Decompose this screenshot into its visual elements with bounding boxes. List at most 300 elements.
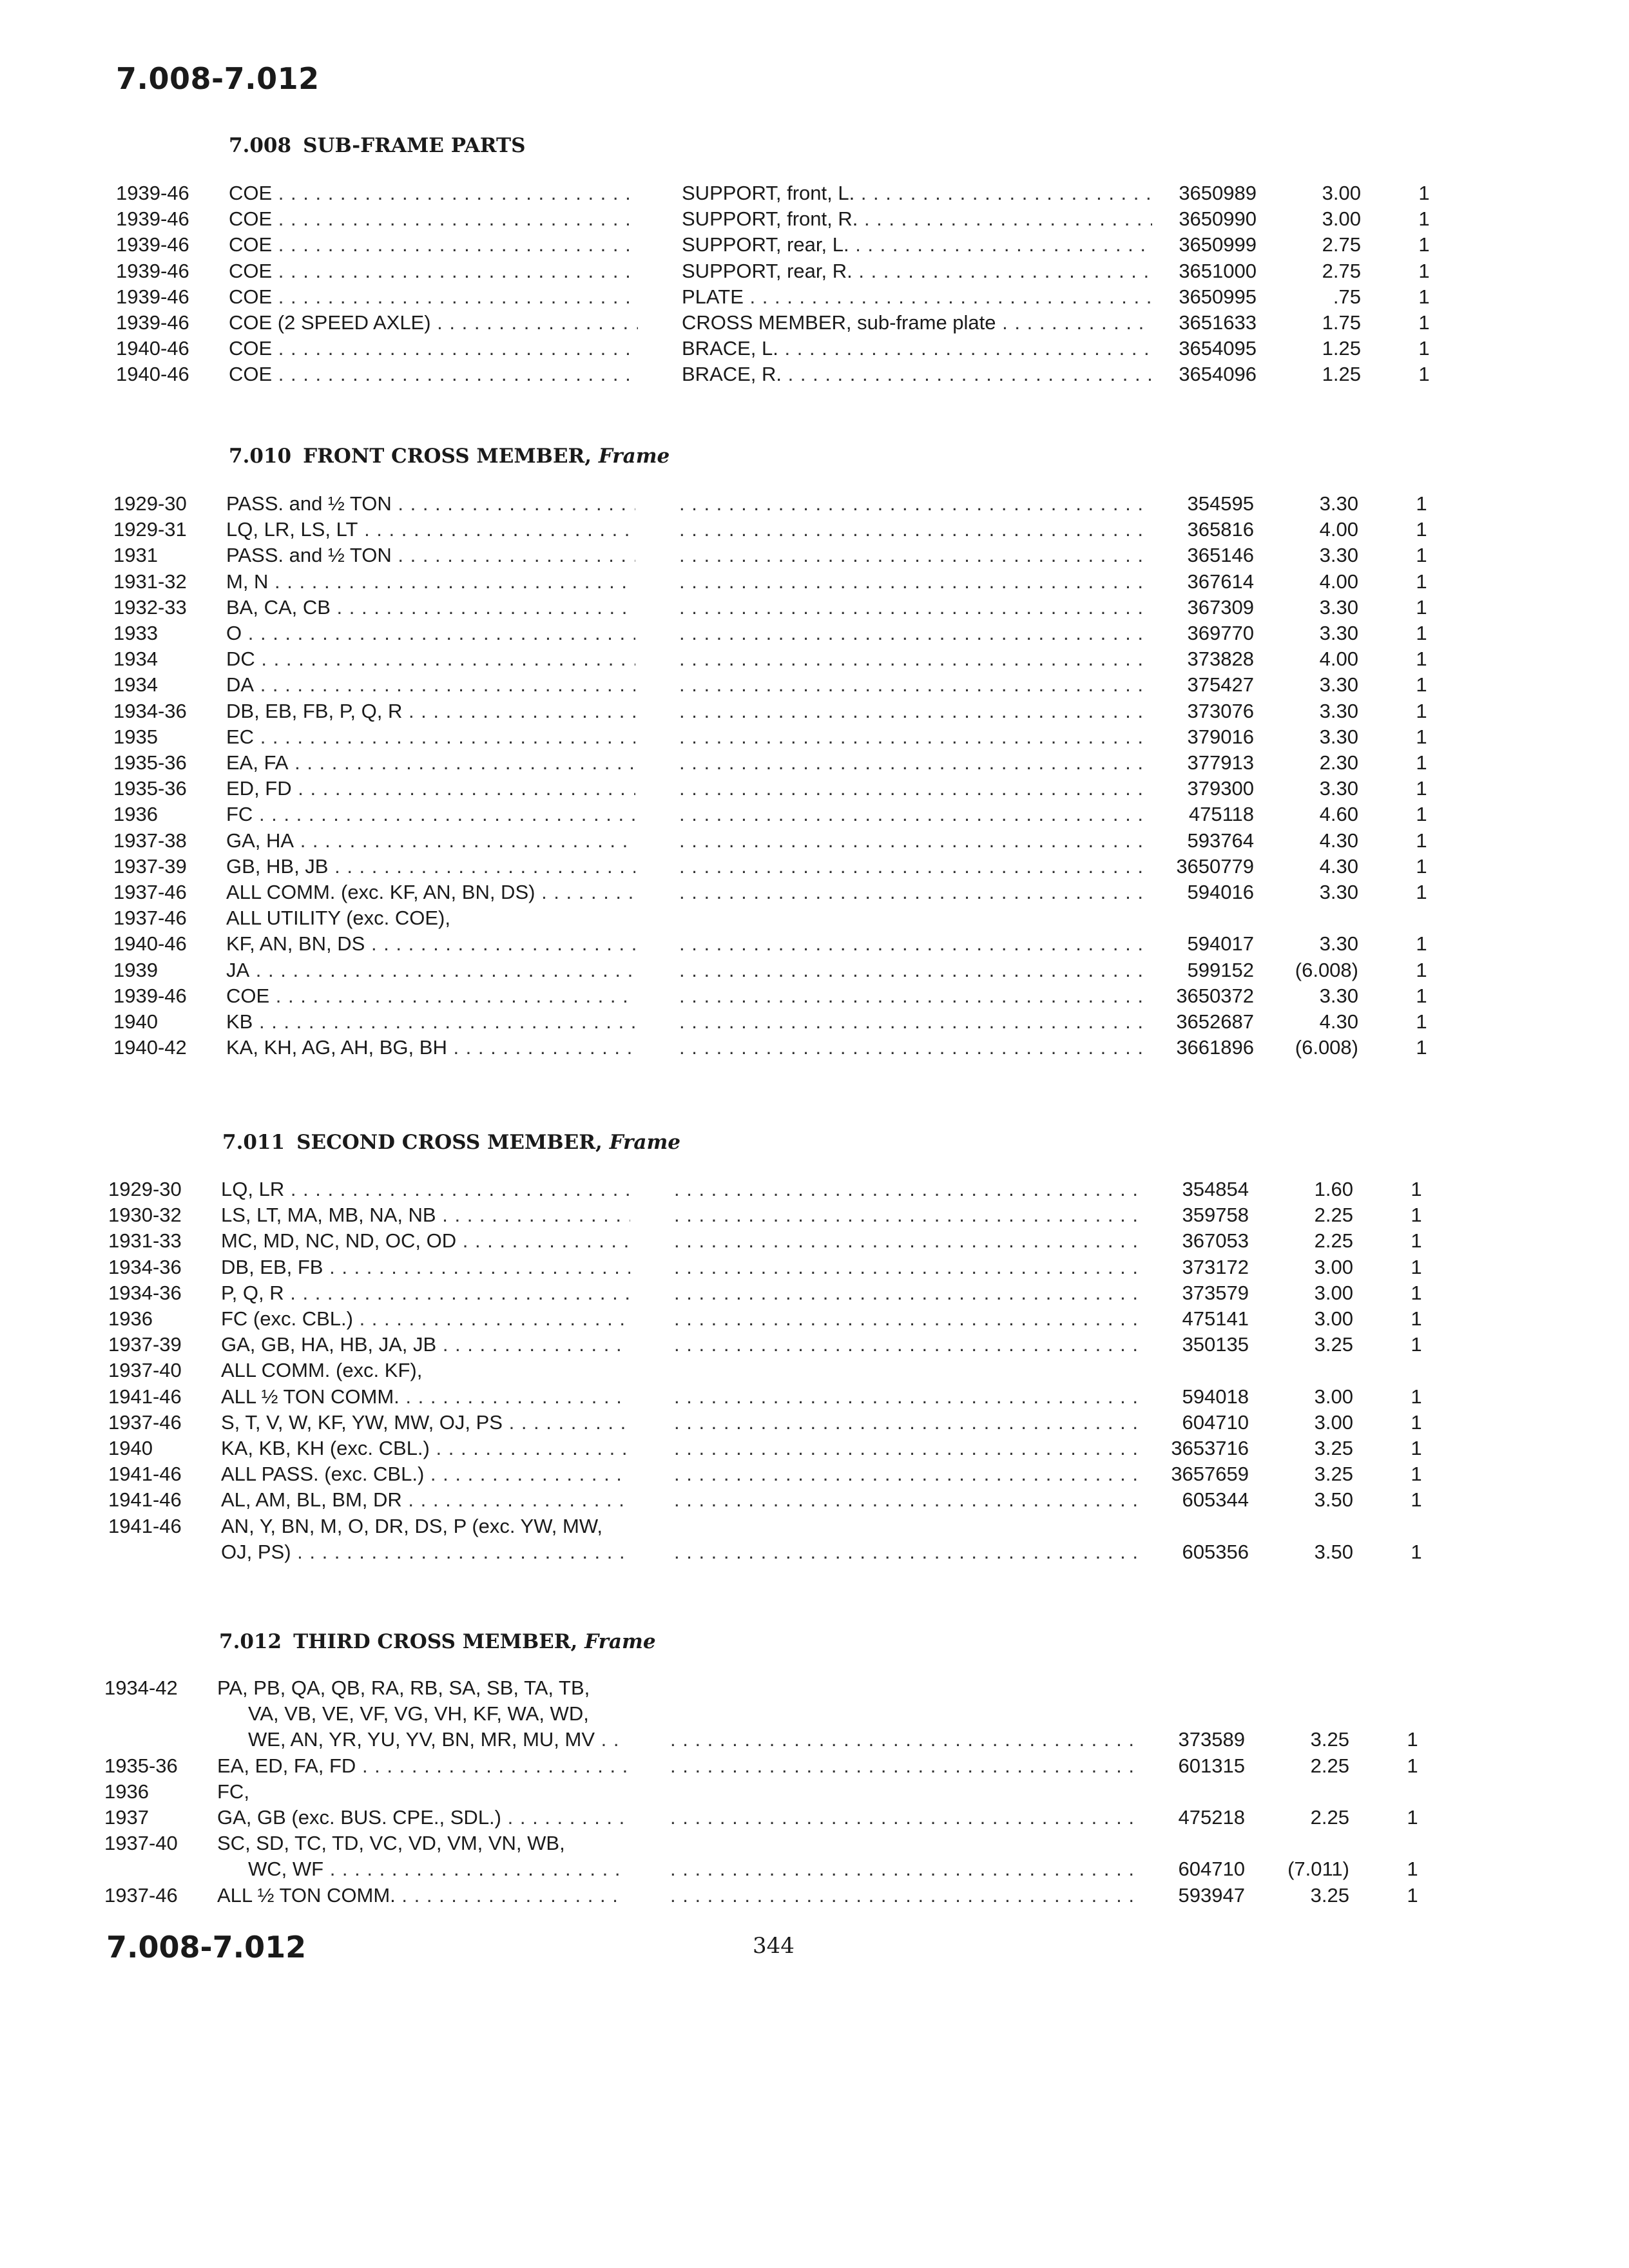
- model-list: COE . . .: [229, 284, 638, 310]
- part-description: [674, 1254, 1144, 1280]
- section-subtitle: Frame: [609, 1131, 680, 1154]
- model-list: LQ, LR, LS, LT . . .: [226, 517, 635, 543]
- price: 3.30: [1319, 492, 1358, 515]
- model-list: ALL ½ TON COMM. . . .: [221, 1384, 630, 1410]
- model-list: O . . .: [226, 620, 635, 646]
- model-list: COE . . .: [226, 983, 635, 1009]
- price: 3.25: [1310, 1884, 1349, 1907]
- model-list: DC . . .: [226, 646, 635, 672]
- year-range: 1937-39: [108, 1333, 182, 1356]
- part-description: [679, 724, 1150, 750]
- part-number: 3654095: [1179, 337, 1257, 360]
- price: 3.00: [1314, 1307, 1353, 1330]
- model-list: COE (2 SPEED AXLE) . . .: [229, 310, 638, 336]
- part-description: [679, 595, 1150, 620]
- quantity: 1: [1416, 518, 1427, 541]
- part-number: 365816: [1187, 518, 1254, 541]
- section-number: 7.012: [219, 1630, 282, 1653]
- year-range: 1935: [113, 726, 158, 748]
- part-description: [679, 957, 1150, 983]
- year-range: 1934-42: [104, 1677, 178, 1699]
- quantity: 1: [1416, 751, 1427, 774]
- year-range: 1934-36: [108, 1282, 182, 1304]
- year-range: 1940: [108, 1437, 153, 1459]
- table-row: [0, 1254, 1629, 1280]
- part-description: [679, 646, 1150, 672]
- part-description: BRACE, R. . . .: [682, 361, 1152, 387]
- year-range: 1940: [113, 1010, 158, 1033]
- model-list: SC, SD, TC, TD, VC, VD, VM, VN, WB,: [217, 1832, 565, 1854]
- table-row: [0, 983, 1629, 1009]
- quantity: 1: [1418, 207, 1430, 230]
- part-number: 373579: [1182, 1282, 1249, 1304]
- section-subtitle: Frame: [598, 445, 670, 468]
- part-description: [670, 1883, 1141, 1908]
- part-number: 604710: [1182, 1411, 1249, 1434]
- year-range: 1937: [104, 1806, 149, 1829]
- price: 2.25: [1310, 1806, 1349, 1829]
- year-range: 1936: [104, 1780, 149, 1803]
- part-number: 367053: [1182, 1229, 1249, 1252]
- year-range: 1929-31: [113, 518, 187, 541]
- model-list: ALL UTILITY (exc. COE),: [226, 907, 450, 929]
- table-row: [0, 1461, 1629, 1487]
- model-list: S, T, V, W, KF, YW, MW, OJ, PS . . .: [221, 1410, 630, 1436]
- table-row: [0, 1805, 1629, 1831]
- table-row: [0, 931, 1629, 957]
- quantity: 1: [1418, 260, 1430, 282]
- table-row: [0, 491, 1629, 517]
- model-list: FC . . .: [226, 802, 635, 827]
- part-number: 593764: [1187, 829, 1254, 852]
- quantity: 1: [1411, 1307, 1422, 1330]
- table-row: [0, 1035, 1629, 1061]
- model-list: ED, FD . . .: [226, 776, 635, 802]
- model-list: EA, FA . . .: [226, 750, 635, 776]
- table-row: [0, 750, 1629, 776]
- price: 3.30: [1319, 544, 1358, 566]
- quantity: 1: [1416, 985, 1427, 1007]
- year-range: 1937-46: [113, 907, 187, 929]
- section-title: [229, 134, 525, 157]
- year-range: 1941-46: [108, 1385, 182, 1408]
- table-row: [0, 1306, 1629, 1332]
- table-row: [0, 206, 1629, 232]
- year-range: 1937-39: [113, 855, 187, 878]
- table-row: [0, 905, 1629, 931]
- part-description: [679, 802, 1150, 827]
- part-description: [679, 620, 1150, 646]
- model-list: COE . . .: [229, 361, 638, 387]
- price: 1.25: [1322, 363, 1361, 385]
- model-list: COE . . .: [229, 232, 638, 258]
- quantity: 1: [1407, 1806, 1418, 1829]
- section-number: 7.010: [229, 445, 292, 468]
- model-list: KF, AN, BN, DS . . .: [226, 931, 635, 957]
- section-title: [229, 445, 670, 468]
- year-range: 1939-46: [116, 182, 189, 204]
- quantity: 1: [1411, 1229, 1422, 1252]
- part-description: [679, 854, 1150, 879]
- quantity: 1: [1416, 1036, 1427, 1059]
- section-number: 7.008: [229, 134, 292, 157]
- part-description: [679, 931, 1150, 957]
- table-row: [0, 1410, 1629, 1436]
- table-row: [0, 310, 1629, 336]
- part-number: 365146: [1187, 544, 1254, 566]
- model-list: EA, ED, FA, FD . . .: [217, 1753, 626, 1779]
- quantity: 1: [1418, 233, 1430, 256]
- price: 3.00: [1322, 207, 1361, 230]
- part-number: 594018: [1182, 1385, 1249, 1408]
- part-description: [674, 1306, 1144, 1332]
- part-description: [679, 517, 1150, 543]
- section-heading: SECOND CROSS MEMBER,: [296, 1131, 602, 1154]
- price: 4.00: [1319, 570, 1358, 593]
- section-number: 7.011: [222, 1131, 285, 1154]
- part-number: 375427: [1187, 673, 1254, 696]
- part-description: BRACE, L. . . .: [682, 336, 1152, 361]
- model-list: GB, HB, JB . . .: [226, 854, 635, 879]
- price: 3.25: [1314, 1463, 1353, 1485]
- price: 3.30: [1319, 881, 1358, 903]
- price: 2.25: [1314, 1204, 1353, 1226]
- part-description: [674, 1202, 1144, 1228]
- quantity: 1: [1418, 311, 1430, 334]
- part-number: 475118: [1188, 803, 1254, 825]
- part-number: 475218: [1178, 1806, 1245, 1829]
- model-list: COE . . .: [229, 336, 638, 361]
- section-title: [219, 1630, 656, 1653]
- model-list: PASS. and ½ TON . . .: [226, 491, 635, 517]
- table-row: [0, 1228, 1629, 1254]
- part-number: 350135: [1182, 1333, 1249, 1356]
- part-description: [674, 1487, 1144, 1513]
- section-subtitle: Frame: [584, 1630, 656, 1653]
- part-description: [674, 1177, 1144, 1202]
- quantity: 1: [1416, 855, 1427, 878]
- model-list: ALL COMM. (exc. KF),: [221, 1359, 423, 1381]
- part-description: SUPPORT, rear, L. . . .: [682, 232, 1152, 258]
- quantity: 1: [1411, 1541, 1422, 1563]
- table-row: [0, 284, 1629, 310]
- year-range: 1941-46: [108, 1463, 182, 1485]
- quantity: 1: [1407, 1754, 1418, 1777]
- year-range: 1937-38: [113, 829, 187, 852]
- year-range: 1936: [113, 803, 158, 825]
- price: 2.30: [1319, 751, 1358, 774]
- quantity: 1: [1416, 673, 1427, 696]
- part-description: [674, 1539, 1144, 1565]
- table-row: [0, 776, 1629, 802]
- price: 2.25: [1310, 1754, 1349, 1777]
- quantity: 1: [1411, 1178, 1422, 1200]
- price: 3.30: [1319, 932, 1358, 955]
- table-row: [0, 698, 1629, 724]
- part-description: SUPPORT, front, R. . . .: [682, 206, 1152, 232]
- quantity: 1: [1416, 492, 1427, 515]
- year-range: 1934-36: [113, 700, 187, 722]
- part-description: [674, 1461, 1144, 1487]
- part-number: 379016: [1187, 726, 1254, 748]
- table-row: [0, 646, 1629, 672]
- part-number: 3652687: [1176, 1010, 1254, 1033]
- model-list: M, N . . .: [226, 569, 635, 595]
- table-row: [0, 1358, 1629, 1383]
- section-heading: SUB-FRAME PARTS: [303, 134, 526, 157]
- year-range: 1937-40: [104, 1832, 178, 1854]
- model-list: GA, GB, HA, HB, JA, JB . . .: [221, 1332, 630, 1358]
- part-number: 369770: [1187, 622, 1254, 644]
- table-row: [0, 595, 1629, 620]
- table-row: [0, 517, 1629, 543]
- quantity: 1: [1416, 622, 1427, 644]
- part-number: 604710: [1178, 1858, 1245, 1880]
- part-number: 373589: [1178, 1728, 1245, 1751]
- year-range: 1935-36: [113, 751, 187, 774]
- table-row: [0, 569, 1629, 595]
- table-row: [0, 1727, 1629, 1753]
- year-range: 1934: [113, 673, 158, 696]
- model-list: ALL ½ TON COMM. . . .: [217, 1883, 626, 1908]
- part-number: 3651633: [1179, 311, 1257, 334]
- price: 3.00: [1314, 1256, 1353, 1278]
- price: 3.25: [1314, 1437, 1353, 1459]
- quantity: 1: [1411, 1488, 1422, 1511]
- model-list: COE . . .: [229, 180, 638, 206]
- table-row: [0, 1883, 1629, 1908]
- part-description: [674, 1436, 1144, 1461]
- table-row: [0, 1202, 1629, 1228]
- quantity: 1: [1407, 1728, 1418, 1751]
- table-row: [0, 1856, 1629, 1882]
- table-row: [0, 802, 1629, 827]
- part-description: SUPPORT, front, L. . . .: [682, 180, 1152, 206]
- part-number: 605344: [1182, 1488, 1249, 1511]
- table-row: [0, 1332, 1629, 1358]
- part-number: 593947: [1178, 1884, 1245, 1907]
- table-row: [0, 1753, 1629, 1779]
- price: 4.00: [1319, 648, 1358, 670]
- part-description: [679, 879, 1150, 905]
- year-range: 1939-46: [116, 285, 189, 308]
- table-row: [0, 957, 1629, 983]
- quantity: 1: [1416, 932, 1427, 955]
- part-description: [670, 1856, 1141, 1882]
- quantity: 1: [1416, 829, 1427, 852]
- year-range: 1933: [113, 622, 158, 644]
- year-range: 1934-36: [108, 1256, 182, 1278]
- part-description: [674, 1228, 1144, 1254]
- price: 3.30: [1319, 596, 1358, 619]
- part-description: [679, 1035, 1150, 1061]
- part-number: 373828: [1187, 648, 1254, 670]
- year-range: 1940-46: [116, 363, 189, 385]
- part-description: [679, 569, 1150, 595]
- model-list: LQ, LR . . .: [221, 1177, 630, 1202]
- part-number: 3657659: [1171, 1463, 1249, 1485]
- section-heading: THIRD CROSS MEMBER,: [293, 1630, 578, 1653]
- quantity: 1: [1418, 337, 1430, 360]
- part-description: SUPPORT, rear, R. . . .: [682, 258, 1152, 284]
- price: (7.011): [1287, 1858, 1349, 1880]
- part-number: 377913: [1187, 751, 1254, 774]
- model-list: WC, WF . . .: [248, 1856, 626, 1882]
- model-list: DB, EB, FB . . .: [221, 1254, 630, 1280]
- part-number: 475141: [1182, 1307, 1249, 1330]
- model-list: WE, AN, YR, YU, YV, BN, MR, MU, MV . . .: [248, 1727, 626, 1753]
- part-number: 594016: [1187, 881, 1254, 903]
- quantity: 1: [1416, 596, 1427, 619]
- part-number: 3661896: [1176, 1036, 1254, 1059]
- part-number: 367614: [1187, 570, 1254, 593]
- part-description: [674, 1332, 1144, 1358]
- part-description: CROSS MEMBER, sub-frame plate . . .: [682, 310, 1152, 336]
- price: 1.75: [1322, 311, 1361, 334]
- price: (6.008): [1295, 959, 1358, 981]
- table-row: [0, 232, 1629, 258]
- part-description: [679, 491, 1150, 517]
- part-number: 3650372: [1176, 985, 1254, 1007]
- year-range: 1937-46: [113, 881, 187, 903]
- table-row: [0, 1701, 1629, 1727]
- price: 3.30: [1319, 777, 1358, 800]
- quantity: 1: [1411, 1333, 1422, 1356]
- year-range: 1931: [113, 544, 158, 566]
- part-number: 373172: [1182, 1256, 1249, 1278]
- section-title: [222, 1131, 680, 1154]
- model-list: PA, PB, QA, QB, RA, RB, SA, SB, TA, TB,: [217, 1677, 590, 1699]
- part-description: [679, 1009, 1150, 1035]
- price: 2.25: [1314, 1229, 1353, 1252]
- year-range: 1940-42: [113, 1036, 187, 1059]
- part-number: 3650999: [1179, 233, 1257, 256]
- year-range: 1935-36: [104, 1754, 178, 1777]
- part-number: 3650989: [1179, 182, 1257, 204]
- model-list: PASS. and ½ TON . . .: [226, 543, 635, 568]
- part-description: [679, 776, 1150, 802]
- table-row: [0, 1779, 1629, 1805]
- page-footer-code: 7.008-7.012: [106, 1930, 307, 1965]
- price: 4.30: [1319, 855, 1358, 878]
- model-list: P, Q, R . . .: [221, 1280, 630, 1306]
- model-list: JA . . .: [226, 957, 635, 983]
- part-description: [679, 750, 1150, 776]
- price: 3.30: [1319, 985, 1358, 1007]
- part-number: 601315: [1178, 1754, 1245, 1777]
- quantity: 1: [1418, 363, 1430, 385]
- price: 2.75: [1322, 233, 1361, 256]
- year-range: 1941-46: [108, 1515, 182, 1537]
- quantity: 1: [1416, 881, 1427, 903]
- price: (6.008): [1295, 1036, 1358, 1059]
- table-row: [0, 854, 1629, 879]
- year-range: 1939-46: [113, 985, 187, 1007]
- quantity: 1: [1407, 1858, 1418, 1880]
- part-description: [674, 1280, 1144, 1306]
- table-row: [0, 1514, 1629, 1539]
- price: 3.25: [1314, 1333, 1353, 1356]
- table-row: [0, 672, 1629, 698]
- part-description: [679, 672, 1150, 698]
- year-range: 1941-46: [108, 1488, 182, 1511]
- table-row: [0, 543, 1629, 568]
- quantity: 1: [1418, 285, 1430, 308]
- part-description: [679, 543, 1150, 568]
- price: 4.30: [1319, 829, 1358, 852]
- table-row: [0, 1009, 1629, 1035]
- price: 3.00: [1322, 182, 1361, 204]
- year-range: 1936: [108, 1307, 153, 1330]
- model-list: ALL COMM. (exc. KF, AN, BN, DS) . . .: [226, 879, 635, 905]
- price: 3.30: [1319, 700, 1358, 722]
- model-list: FC (exc. CBL.) . . .: [221, 1306, 630, 1332]
- table-row: [0, 879, 1629, 905]
- year-range: 1929-30: [108, 1178, 182, 1200]
- year-range: 1937-40: [108, 1359, 182, 1381]
- price: 1.60: [1314, 1178, 1353, 1200]
- year-range: 1931-32: [113, 570, 187, 593]
- quantity: 1: [1416, 648, 1427, 670]
- year-range: 1939-46: [116, 207, 189, 230]
- part-description: [679, 828, 1150, 854]
- table-row: [0, 1177, 1629, 1202]
- year-range: 1937-46: [108, 1411, 182, 1434]
- year-range: 1929-30: [113, 492, 187, 515]
- part-description: [670, 1727, 1141, 1753]
- year-range: 1931-33: [108, 1229, 182, 1252]
- table-row: [0, 336, 1629, 361]
- model-list: KA, KH, AG, AH, BG, BH . . .: [226, 1035, 635, 1061]
- part-description: [674, 1410, 1144, 1436]
- part-number: 359758: [1182, 1204, 1249, 1226]
- year-range: 1932-33: [113, 596, 187, 619]
- part-number: 3650995: [1179, 285, 1257, 308]
- table-row: [0, 1384, 1629, 1410]
- part-description: [679, 698, 1150, 724]
- price: 3.50: [1314, 1541, 1353, 1563]
- model-list: GA, GB (exc. BUS. CPE., SDL.) . . .: [217, 1805, 626, 1831]
- model-list: AL, AM, BL, BM, DR . . .: [221, 1487, 630, 1513]
- quantity: 1: [1411, 1411, 1422, 1434]
- price: .75: [1333, 285, 1361, 308]
- quantity: 1: [1411, 1282, 1422, 1304]
- model-list: VA, VB, VE, VF, VG, VH, KF, WA, WD,: [248, 1702, 589, 1725]
- year-range: 1940-46: [113, 932, 187, 955]
- model-list: FC,: [217, 1780, 249, 1803]
- table-row: [0, 258, 1629, 284]
- quantity: 1: [1416, 959, 1427, 981]
- table-row: [0, 1280, 1629, 1306]
- table-row: [0, 1831, 1629, 1856]
- model-list: KA, KB, KH (exc. CBL.) . . .: [221, 1436, 630, 1461]
- price: 3.30: [1319, 673, 1358, 696]
- price: 3.00: [1314, 1282, 1353, 1304]
- year-range: 1937-46: [104, 1884, 178, 1907]
- quantity: 1: [1416, 777, 1427, 800]
- model-list: BA, CA, CB . . .: [226, 595, 635, 620]
- model-list: COE . . .: [229, 258, 638, 284]
- part-number: 599152: [1187, 959, 1254, 981]
- model-list: AN, Y, BN, M, O, DR, DS, P (exc. YW, MW,: [221, 1515, 602, 1537]
- year-range: 1940-46: [116, 337, 189, 360]
- quantity: 1: [1411, 1256, 1422, 1278]
- part-number: 367309: [1187, 596, 1254, 619]
- part-number: 373076: [1187, 700, 1254, 722]
- model-list: GA, HA . . .: [226, 828, 635, 854]
- quantity: 1: [1416, 803, 1427, 825]
- part-number: 3653716: [1171, 1437, 1249, 1459]
